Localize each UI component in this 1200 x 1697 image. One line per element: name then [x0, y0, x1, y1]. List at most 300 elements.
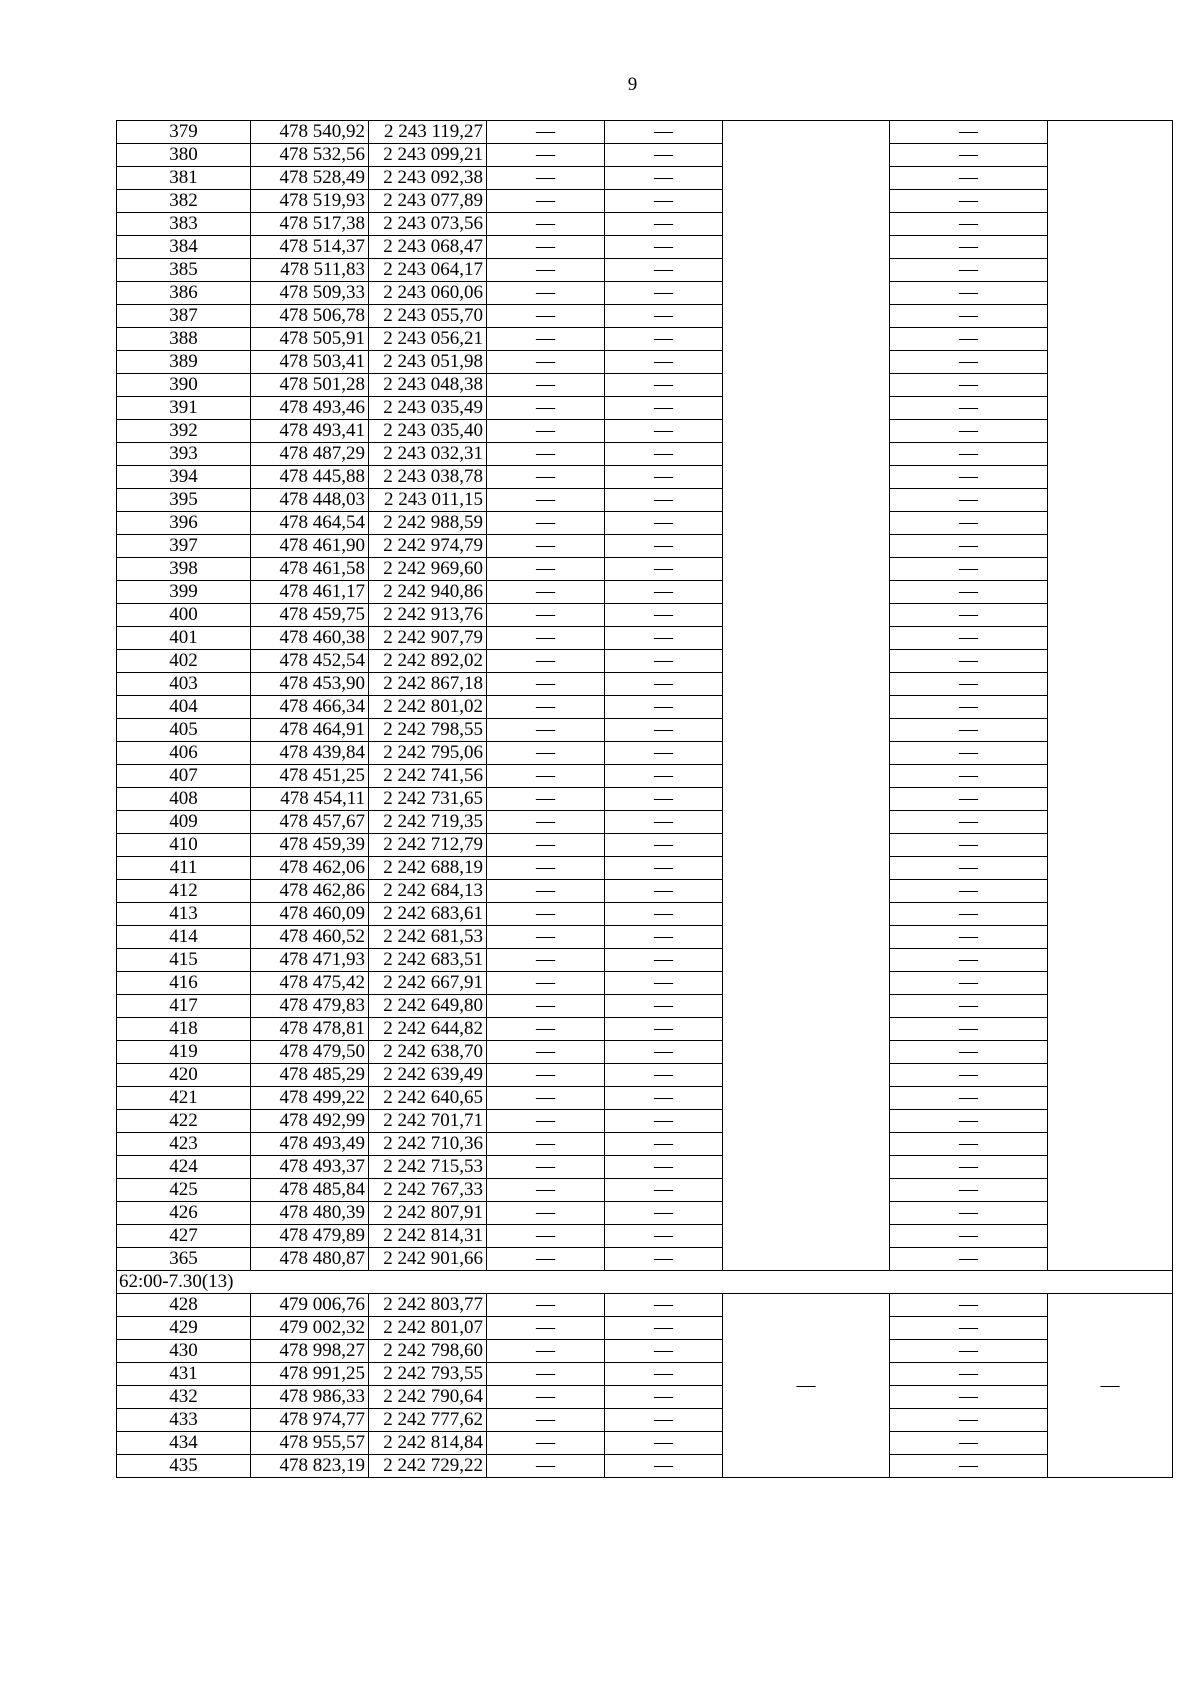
- table-row: [117, 1202, 1173, 1225]
- dash-cell: —: [487, 1455, 605, 1478]
- dash-cell: —: [890, 581, 1048, 604]
- y-coordinate-cell: 2 242 892,02: [369, 650, 487, 673]
- y-coordinate-cell: 2 242 807,91: [369, 1202, 487, 1225]
- x-coordinate-cell: 478 509,33: [251, 282, 369, 305]
- dash-cell: —: [605, 719, 723, 742]
- table-row: [117, 880, 1173, 903]
- dash-cell: —: [487, 1409, 605, 1432]
- point-number-cell: 429: [117, 1317, 251, 1340]
- point-number-cell: 381: [117, 167, 251, 190]
- table-row: [117, 627, 1173, 650]
- dash-cell: —: [890, 558, 1048, 581]
- dash-cell: —: [487, 466, 605, 489]
- y-coordinate-cell: 2 243 011,15: [369, 489, 487, 512]
- dash-cell: —: [890, 742, 1048, 765]
- point-number-cell: 407: [117, 765, 251, 788]
- dash-cell: —: [487, 535, 605, 558]
- coordinates-table: [116, 120, 1173, 1478]
- dash-cell: —: [487, 903, 605, 926]
- x-coordinate-cell: 478 462,06: [251, 857, 369, 880]
- x-coordinate-cell: 478 991,25: [251, 1363, 369, 1386]
- dash-cell: —: [890, 650, 1048, 673]
- dash-cell: —: [890, 1363, 1048, 1386]
- point-number-cell: 427: [117, 1225, 251, 1248]
- table-row: [117, 949, 1173, 972]
- point-number-cell: 400: [117, 604, 251, 627]
- x-coordinate-cell: 478 493,41: [251, 420, 369, 443]
- dash-cell: —: [487, 443, 605, 466]
- dash-cell: —: [890, 788, 1048, 811]
- x-coordinate-cell: 478 485,84: [251, 1179, 369, 1202]
- dash-cell: —: [605, 259, 723, 282]
- point-number-cell: 410: [117, 834, 251, 857]
- dash-cell: —: [890, 420, 1048, 443]
- dash-cell: —: [890, 1317, 1048, 1340]
- table-row: [117, 811, 1173, 834]
- dash-cell: —: [487, 995, 605, 1018]
- x-coordinate-cell: 478 493,37: [251, 1156, 369, 1179]
- y-coordinate-cell: 2 243 092,38: [369, 167, 487, 190]
- table-row: [117, 466, 1173, 489]
- dash-cell: —: [605, 1156, 723, 1179]
- y-coordinate-cell: 2 242 798,55: [369, 719, 487, 742]
- point-number-cell: 388: [117, 328, 251, 351]
- table-row: [117, 1363, 1173, 1386]
- dash-cell: —: [605, 282, 723, 305]
- dash-cell: —: [487, 788, 605, 811]
- table-row: [117, 1432, 1173, 1455]
- dash-cell: —: [605, 972, 723, 995]
- dash-cell: —: [890, 604, 1048, 627]
- dash-cell: —: [605, 121, 723, 144]
- x-coordinate-cell: 478 499,22: [251, 1087, 369, 1110]
- y-coordinate-cell: 2 242 940,86: [369, 581, 487, 604]
- dash-cell: —: [487, 1041, 605, 1064]
- x-coordinate-cell: 478 461,58: [251, 558, 369, 581]
- dash-cell: —: [890, 1133, 1048, 1156]
- y-coordinate-cell: 2 242 729,22: [369, 1455, 487, 1478]
- y-coordinate-cell: 2 243 068,47: [369, 236, 487, 259]
- dash-cell: —: [890, 1179, 1048, 1202]
- y-coordinate-cell: 2 242 974,79: [369, 535, 487, 558]
- y-coordinate-cell: 2 242 688,19: [369, 857, 487, 880]
- x-coordinate-cell: 478 461,90: [251, 535, 369, 558]
- y-coordinate-cell: 2 242 649,80: [369, 995, 487, 1018]
- dash-cell: —: [487, 604, 605, 627]
- table-row: [117, 1041, 1173, 1064]
- dash-cell: —: [487, 742, 605, 765]
- x-coordinate-cell: 478 480,39: [251, 1202, 369, 1225]
- dash-cell: —: [487, 213, 605, 236]
- dash-cell: —: [890, 535, 1048, 558]
- dash-cell: —: [890, 857, 1048, 880]
- dash-cell: —: [487, 190, 605, 213]
- table-row: [117, 259, 1173, 282]
- dash-cell: —: [487, 857, 605, 880]
- dash-cell: —: [487, 650, 605, 673]
- page-number: 9: [627, 74, 638, 95]
- dash-cell: —: [605, 1294, 723, 1317]
- y-coordinate-cell: 2 242 710,36: [369, 1133, 487, 1156]
- dash-cell: —: [890, 1041, 1048, 1064]
- table-row: [117, 903, 1173, 926]
- point-number-cell: 398: [117, 558, 251, 581]
- dash-cell: —: [890, 282, 1048, 305]
- dash-cell: —: [487, 1225, 605, 1248]
- y-coordinate-cell: 2 242 777,62: [369, 1409, 487, 1432]
- dash-cell: —: [487, 282, 605, 305]
- dash-cell: —: [890, 305, 1048, 328]
- dash-cell: —: [605, 1317, 723, 1340]
- dash-cell: —: [890, 972, 1048, 995]
- x-coordinate-cell: 478 448,03: [251, 489, 369, 512]
- y-coordinate-cell: 2 242 907,79: [369, 627, 487, 650]
- point-number-cell: 392: [117, 420, 251, 443]
- y-coordinate-cell: 2 242 790,64: [369, 1386, 487, 1409]
- y-coordinate-cell: 2 242 801,07: [369, 1317, 487, 1340]
- y-coordinate-cell: 2 243 055,70: [369, 305, 487, 328]
- dash-cell: —: [890, 949, 1048, 972]
- x-coordinate-cell: 478 506,78: [251, 305, 369, 328]
- x-coordinate-cell: 478 955,57: [251, 1432, 369, 1455]
- dash-cell: —: [890, 1409, 1048, 1432]
- dash-cell: —: [605, 144, 723, 167]
- dash-cell: —: [890, 1156, 1048, 1179]
- dash-cell: —: [487, 1179, 605, 1202]
- dash-cell: —: [605, 489, 723, 512]
- x-coordinate-cell: 478 519,93: [251, 190, 369, 213]
- point-number-cell: 431: [117, 1363, 251, 1386]
- y-coordinate-cell: 2 242 801,02: [369, 696, 487, 719]
- dash-cell: —: [605, 213, 723, 236]
- dash-cell: —: [605, 1432, 723, 1455]
- dash-cell: —: [487, 673, 605, 696]
- dash-cell: —: [487, 144, 605, 167]
- table-row: [117, 374, 1173, 397]
- dash-cell: —: [890, 1248, 1048, 1271]
- dash-cell: —: [605, 1225, 723, 1248]
- table-row: [117, 1386, 1173, 1409]
- table-row: [117, 351, 1173, 374]
- y-coordinate-cell: 2 243 038,78: [369, 466, 487, 489]
- x-coordinate-cell: 478 514,37: [251, 236, 369, 259]
- page-bottom-margin: [100, 1598, 1200, 1697]
- dash-cell: —: [605, 834, 723, 857]
- point-number-cell: 426: [117, 1202, 251, 1225]
- table-row: [117, 397, 1173, 420]
- dash-cell: —: [487, 972, 605, 995]
- dash-cell: —: [605, 673, 723, 696]
- dash-cell: —: [605, 995, 723, 1018]
- point-number-cell: 393: [117, 443, 251, 466]
- x-coordinate-cell: 478 445,88: [251, 466, 369, 489]
- dash-cell: —: [890, 351, 1048, 374]
- x-coordinate-cell: 478 439,84: [251, 742, 369, 765]
- point-number-cell: 386: [117, 282, 251, 305]
- table-row: [117, 144, 1173, 167]
- dash-cell: —: [605, 443, 723, 466]
- dash-cell: —: [487, 1248, 605, 1271]
- table-row: [117, 1225, 1173, 1248]
- dash-cell: —: [605, 1202, 723, 1225]
- y-coordinate-cell: 2 243 032,31: [369, 443, 487, 466]
- y-coordinate-cell: 2 242 644,82: [369, 1018, 487, 1041]
- table-row: [117, 1110, 1173, 1133]
- point-number-cell: 434: [117, 1432, 251, 1455]
- y-coordinate-cell: 2 242 638,70: [369, 1041, 487, 1064]
- x-coordinate-cell: 478 479,89: [251, 1225, 369, 1248]
- point-number-cell: 404: [117, 696, 251, 719]
- dash-cell: —: [890, 834, 1048, 857]
- dash-cell: —: [890, 903, 1048, 926]
- point-number-cell: 418: [117, 1018, 251, 1041]
- table-row: [117, 167, 1173, 190]
- table-row: [117, 650, 1173, 673]
- dash-cell: —: [605, 1018, 723, 1041]
- x-coordinate-cell: 478 487,29: [251, 443, 369, 466]
- point-number-cell: 397: [117, 535, 251, 558]
- y-coordinate-cell: 2 243 048,38: [369, 374, 487, 397]
- dash-cell: —: [487, 696, 605, 719]
- point-number-cell: 422: [117, 1110, 251, 1133]
- dash-cell: —: [487, 834, 605, 857]
- dash-cell: —: [890, 1087, 1048, 1110]
- dash-cell: —: [487, 581, 605, 604]
- dash-cell: —: [487, 880, 605, 903]
- table-row: [117, 742, 1173, 765]
- x-coordinate-cell: 478 459,75: [251, 604, 369, 627]
- dash-cell: —: [487, 627, 605, 650]
- x-coordinate-cell: 478 493,46: [251, 397, 369, 420]
- dash-cell: —: [890, 1294, 1048, 1317]
- point-number-cell: 416: [117, 972, 251, 995]
- dash-cell: —: [487, 1386, 605, 1409]
- dash-cell: —: [605, 604, 723, 627]
- table-row: [117, 558, 1173, 581]
- table-row: [117, 282, 1173, 305]
- y-coordinate-cell: 2 243 077,89: [369, 190, 487, 213]
- point-number-cell: 414: [117, 926, 251, 949]
- point-number-cell: 406: [117, 742, 251, 765]
- point-number-cell: 420: [117, 1064, 251, 1087]
- table-row: [117, 328, 1173, 351]
- table-row: [117, 420, 1173, 443]
- dash-cell: —: [890, 1018, 1048, 1041]
- table-row: [117, 673, 1173, 696]
- dash-cell: —: [605, 1064, 723, 1087]
- dash-cell: —: [890, 880, 1048, 903]
- section-label-cell: 62:00-7.30(13): [117, 1271, 1173, 1294]
- x-coordinate-cell: 478 471,93: [251, 949, 369, 972]
- x-coordinate-cell: 478 480,87: [251, 1248, 369, 1271]
- dash-cell: —: [605, 1386, 723, 1409]
- point-number-cell: 409: [117, 811, 251, 834]
- dash-cell: —: [605, 811, 723, 834]
- table-row: [117, 1340, 1173, 1363]
- x-coordinate-cell: 478 511,83: [251, 259, 369, 282]
- dash-cell: —: [890, 1202, 1048, 1225]
- dash-cell: —: [605, 1133, 723, 1156]
- point-number-cell: 380: [117, 144, 251, 167]
- table-row: [117, 1294, 1173, 1317]
- dash-cell: —: [605, 236, 723, 259]
- dash-cell: —: [605, 328, 723, 351]
- dash-cell: —: [487, 949, 605, 972]
- point-number-cell: 395: [117, 489, 251, 512]
- y-coordinate-cell: 2 242 681,53: [369, 926, 487, 949]
- dash-cell: —: [890, 466, 1048, 489]
- x-coordinate-cell: 478 493,49: [251, 1133, 369, 1156]
- y-coordinate-cell: 2 242 667,91: [369, 972, 487, 995]
- y-coordinate-cell: 2 243 051,98: [369, 351, 487, 374]
- dash-cell: —: [890, 374, 1048, 397]
- dash-cell: —: [605, 1248, 723, 1271]
- dash-cell: —: [605, 512, 723, 535]
- dash-cell: —: [890, 765, 1048, 788]
- table-row: [117, 834, 1173, 857]
- dash-cell: —: [605, 880, 723, 903]
- point-number-cell: 402: [117, 650, 251, 673]
- y-coordinate-cell: 2 242 803,77: [369, 1294, 487, 1317]
- dash-cell: —: [605, 857, 723, 880]
- dash-cell: —: [487, 1156, 605, 1179]
- x-coordinate-cell: 478 503,41: [251, 351, 369, 374]
- table-row: [117, 236, 1173, 259]
- dash-cell: —: [890, 328, 1048, 351]
- dash-cell: —: [605, 1041, 723, 1064]
- x-coordinate-cell: 478 454,11: [251, 788, 369, 811]
- y-coordinate-cell: 2 242 988,59: [369, 512, 487, 535]
- dash-cell: —: [890, 167, 1048, 190]
- table-row: [117, 581, 1173, 604]
- dash-cell: —: [605, 558, 723, 581]
- y-coordinate-cell: 2 242 683,51: [369, 949, 487, 972]
- dash-cell: —: [890, 259, 1048, 282]
- y-coordinate-cell: 2 242 712,79: [369, 834, 487, 857]
- x-coordinate-cell: 478 464,54: [251, 512, 369, 535]
- y-coordinate-cell: 2 242 767,33: [369, 1179, 487, 1202]
- y-coordinate-cell: 2 243 035,49: [369, 397, 487, 420]
- x-coordinate-cell: 478 540,92: [251, 121, 369, 144]
- dash-cell: —: [605, 305, 723, 328]
- y-coordinate-cell: 2 242 969,60: [369, 558, 487, 581]
- point-number-cell: 432: [117, 1386, 251, 1409]
- dash-cell: —: [890, 213, 1048, 236]
- x-coordinate-cell: 478 453,90: [251, 673, 369, 696]
- table-row: [117, 604, 1173, 627]
- table-row: [117, 305, 1173, 328]
- table-row: [117, 535, 1173, 558]
- point-number-cell: 401: [117, 627, 251, 650]
- table-row: [117, 1018, 1173, 1041]
- y-coordinate-cell: 2 242 798,60: [369, 1340, 487, 1363]
- table-row: [117, 1455, 1173, 1478]
- x-coordinate-cell: 478 460,38: [251, 627, 369, 650]
- dash-cell: —: [605, 374, 723, 397]
- point-number-cell: 411: [117, 857, 251, 880]
- y-coordinate-cell: 2 242 640,65: [369, 1087, 487, 1110]
- dash-cell: —: [487, 374, 605, 397]
- point-number-cell: 383: [117, 213, 251, 236]
- point-number-cell: 415: [117, 949, 251, 972]
- point-number-cell: 435: [117, 1455, 251, 1478]
- dash-cell: —: [487, 259, 605, 282]
- x-coordinate-cell: 478 459,39: [251, 834, 369, 857]
- point-number-cell: 428: [117, 1294, 251, 1317]
- dash-cell: —: [890, 190, 1048, 213]
- table-row: [117, 1317, 1173, 1340]
- point-number-cell: 408: [117, 788, 251, 811]
- x-coordinate-cell: 478 466,34: [251, 696, 369, 719]
- dash-cell: —: [605, 1110, 723, 1133]
- point-number-cell: 384: [117, 236, 251, 259]
- y-coordinate-cell: 2 242 913,76: [369, 604, 487, 627]
- dash-cell: —: [487, 719, 605, 742]
- y-coordinate-cell: 2 242 741,56: [369, 765, 487, 788]
- table-row: [117, 213, 1173, 236]
- dash-cell: —: [487, 926, 605, 949]
- dash-cell: —: [605, 696, 723, 719]
- y-coordinate-cell: 2 242 683,61: [369, 903, 487, 926]
- dash-cell: —: [605, 351, 723, 374]
- dash-cell: —: [890, 236, 1048, 259]
- x-coordinate-cell: 478 492,99: [251, 1110, 369, 1133]
- dash-cell: —: [605, 926, 723, 949]
- dash-cell: —: [605, 1363, 723, 1386]
- x-coordinate-cell: 478 464,91: [251, 719, 369, 742]
- table-row: [117, 1248, 1173, 1271]
- dash-cell: —: [890, 144, 1048, 167]
- y-coordinate-cell: 2 242 715,53: [369, 1156, 487, 1179]
- y-coordinate-cell: 2 243 060,06: [369, 282, 487, 305]
- dash-cell: —: [890, 1432, 1048, 1455]
- dash-cell: —: [487, 1064, 605, 1087]
- x-coordinate-cell: 478 475,42: [251, 972, 369, 995]
- y-coordinate-cell: 2 243 064,17: [369, 259, 487, 282]
- dash-cell: —: [487, 558, 605, 581]
- dash-cell: —: [890, 673, 1048, 696]
- table-body: [117, 121, 1173, 1478]
- dash-cell: —: [605, 581, 723, 604]
- point-number-cell: 399: [117, 581, 251, 604]
- dash-cell: —: [890, 1064, 1048, 1087]
- table-row: [117, 1064, 1173, 1087]
- dash-cell: —: [487, 1432, 605, 1455]
- point-number-cell: 389: [117, 351, 251, 374]
- dash-cell: —: [487, 811, 605, 834]
- y-coordinate-cell: 2 242 901,66: [369, 1248, 487, 1271]
- dash-cell: —: [605, 788, 723, 811]
- dash-cell: —: [605, 466, 723, 489]
- y-coordinate-cell: 2 242 814,31: [369, 1225, 487, 1248]
- x-coordinate-cell: 478 451,25: [251, 765, 369, 788]
- dash-cell: —: [487, 765, 605, 788]
- dash-cell: —: [890, 1110, 1048, 1133]
- y-coordinate-cell: 2 242 731,65: [369, 788, 487, 811]
- point-number-cell: 391: [117, 397, 251, 420]
- x-coordinate-cell: 478 485,29: [251, 1064, 369, 1087]
- table-row: [117, 489, 1173, 512]
- dash-cell: —: [605, 1455, 723, 1478]
- point-number-cell: 387: [117, 305, 251, 328]
- dash-cell: —: [890, 995, 1048, 1018]
- y-coordinate-cell: 2 243 099,21: [369, 144, 487, 167]
- dash-cell: —: [890, 926, 1048, 949]
- point-number-cell: 433: [117, 1409, 251, 1432]
- dash-cell: —: [605, 420, 723, 443]
- point-number-cell: 385: [117, 259, 251, 282]
- y-coordinate-cell: 2 242 701,71: [369, 1110, 487, 1133]
